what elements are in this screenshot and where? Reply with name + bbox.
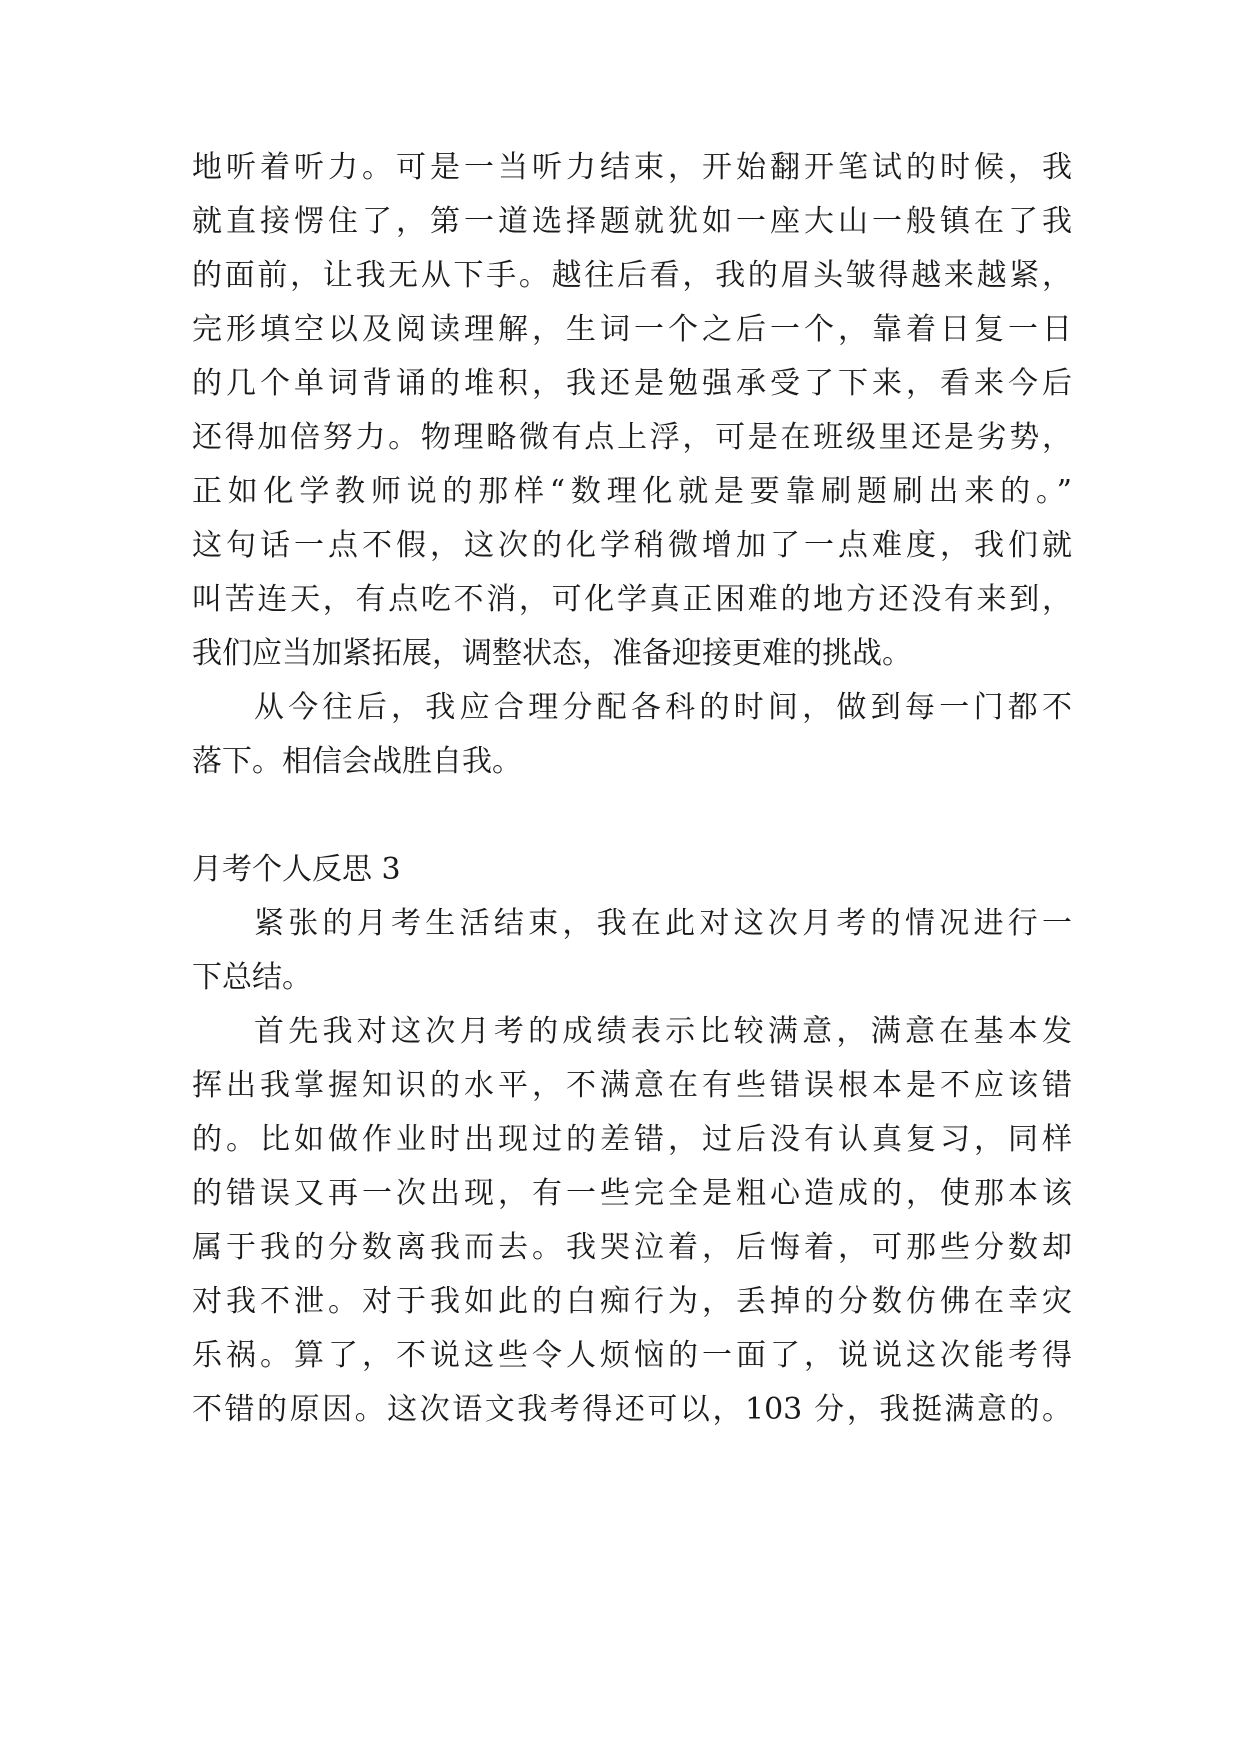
section-heading: 月考个人反思 3 — [192, 852, 401, 887]
text-line: 这句话一点不假，这次的化学稍微增加了一点难度，我们就 — [192, 528, 1072, 563]
text-line: 正如化学教师说的那样“数理化就是要靠刷题刷出来的。” — [192, 474, 1072, 509]
text-line: 不错的原因。这次语文我考得还可以，103 分，我挺满意的。 — [192, 1392, 1072, 1427]
text-line: 就直接愣住了，第一道选择题就犹如一座大山一般镇在了我 — [192, 204, 1072, 239]
text-line: 的。比如做作业时出现过的差错，过后没有认真复习，同样 — [192, 1122, 1072, 1157]
text-line: 从今往后，我应合理分配各科的时间，做到每一门都不 — [254, 690, 1072, 725]
text-line: 乐祸。算了，不说这些令人烦恼的一面了，说说这次能考得 — [192, 1338, 1072, 1373]
text-line: 的错误又再一次出现，有一些完全是粗心造成的，使那本该 — [192, 1176, 1072, 1211]
text-line: 我们应当加紧拓展，调整状态，准备迎接更难的挑战。 — [192, 636, 912, 671]
text-line: 完形填空以及阅读理解，生词一个之后一个，靠着日复一日 — [192, 312, 1072, 347]
text-line: 对我不泄。对于我如此的白痴行为，丢掉的分数仿佛在幸灾 — [192, 1284, 1072, 1319]
text-line: 的几个单词背诵的堆积，我还是勉强承受了下来，看来今后 — [192, 366, 1072, 401]
text-line: 紧张的月考生活结束，我在此对这次月考的情况进行一 — [254, 906, 1072, 941]
text-line: 下总结。 — [192, 960, 312, 995]
text-line: 叫苦连天，有点吃不消，可化学真正困难的地方还没有来到， — [192, 582, 1072, 617]
text-line: 的面前，让我无从下手。越往后看，我的眉头皱得越来越紧， — [192, 258, 1072, 293]
text-line: 还得加倍努力。物理略微有点上浮，可是在班级里还是劣势， — [192, 420, 1072, 455]
text-line: 落下。相信会战胜自我。 — [192, 744, 522, 779]
text-line: 地听着听力。可是一当听力结束，开始翻开笔试的时候，我 — [192, 150, 1072, 185]
text-line: 属于我的分数离我而去。我哭泣着，后悔着，可那些分数却 — [192, 1230, 1072, 1265]
text-line: 首先我对这次月考的成绩表示比较满意，满意在基本发 — [254, 1014, 1072, 1049]
text-line: 挥出我掌握知识的水平，不满意在有些错误根本是不应该错 — [192, 1068, 1072, 1103]
